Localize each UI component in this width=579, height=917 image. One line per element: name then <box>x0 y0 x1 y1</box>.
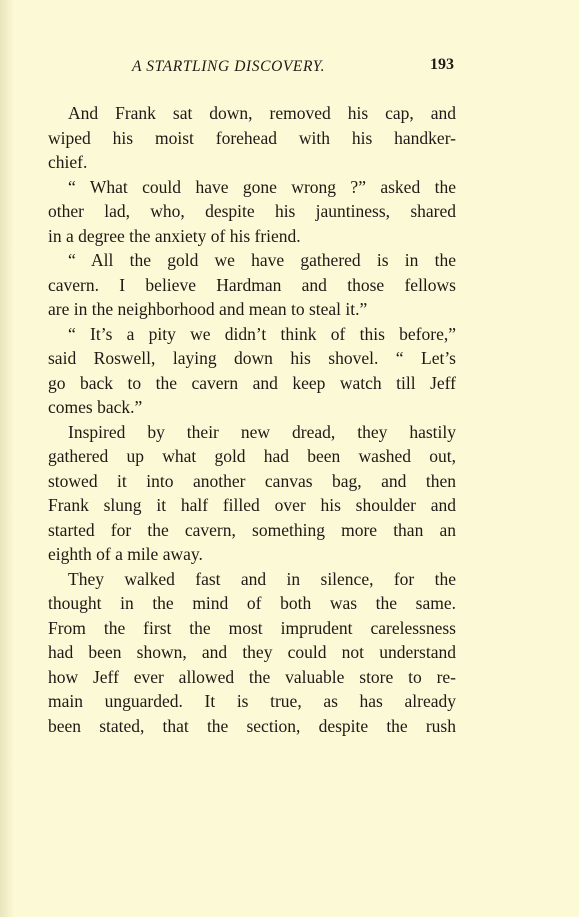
text-line: said Roswell, laying down his shovel. “ Let’s <box>48 348 456 368</box>
text-line: Inspired by their new dread, they hastily <box>68 421 456 442</box>
text-line: chief. <box>48 152 88 172</box>
page-number: 193 <box>430 56 454 73</box>
text-line: go back to the cavern and keep watch till Jeff <box>48 372 456 393</box>
text-line: stowed it into another canvas bag, and then <box>48 470 456 491</box>
text-line: wiped his moist forehead with his handker- <box>48 127 456 148</box>
text-line: started for the cavern, something more than an <box>48 519 456 540</box>
text-line: “ All the gold we have gathered is in the <box>68 250 456 270</box>
text-line: in a degree the anxiety of his friend. <box>48 225 301 246</box>
text-line: been stated, that the section, despite the rush <box>48 715 456 736</box>
running-header <box>48 58 456 82</box>
text-line: main unguarded. It is true, as has already <box>48 691 456 711</box>
text-line: Frank slung it half filled over his shoulder and <box>48 495 456 515</box>
text-line: They walked fast and in silence, for the <box>68 568 456 589</box>
text-line: gathered up what gold had been washed out, <box>48 446 456 466</box>
text-line: other lad, who, despite his jauntiness, shared <box>48 201 456 221</box>
text-line: thought in the mind of both was the same. <box>48 593 456 613</box>
text-line: “ It’s a pity we didn’t think of this before,” <box>68 323 456 344</box>
text-line: are in the neighborhood and mean to steal it.” <box>48 299 368 319</box>
page-edge-shadow <box>0 0 14 917</box>
body-text <box>48 101 456 738</box>
running-title: A STARTLING DISCOVERY. <box>132 58 326 75</box>
text-line: comes back.” <box>48 397 143 417</box>
text-line: And Frank sat down, removed his cap, and <box>68 103 456 123</box>
text-line: how Jeff ever allowed the valuable store to re- <box>48 666 456 687</box>
text-line: eighth of a mile away. <box>48 544 203 564</box>
text-line: “ What could have gone wrong ?” asked the <box>68 176 456 197</box>
text-line: From the first the most imprudent carelessness <box>48 617 456 638</box>
text-line: cavern. I believe Hardman and those fellows <box>48 274 456 295</box>
text-line: had been shown, and they could not understand <box>48 642 456 662</box>
